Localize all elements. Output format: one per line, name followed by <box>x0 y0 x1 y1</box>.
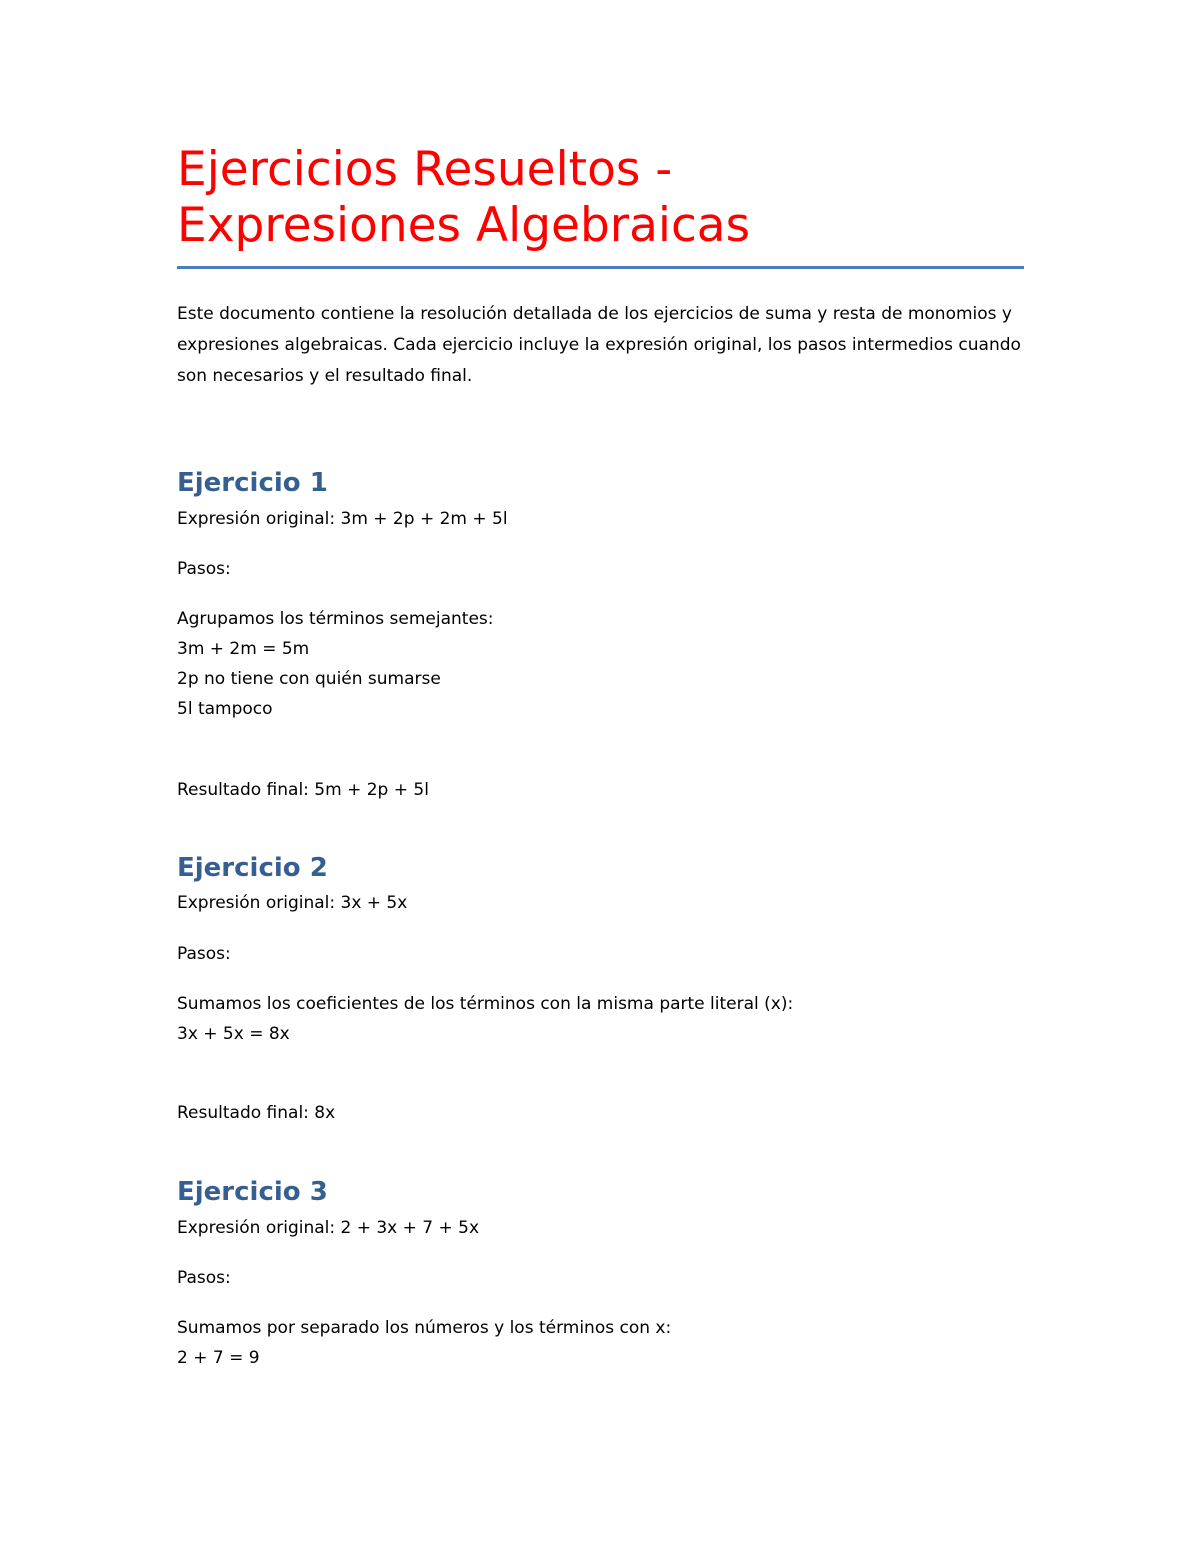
exercise-2-steps-label: Pasos: <box>177 944 231 964</box>
exercise-1-steps-label: Pasos: <box>177 559 231 579</box>
document-title-line-2: Expresiones Algebraicas <box>177 198 751 253</box>
exercise-1-step-3: 2p no tiene con quién sumarse <box>177 669 441 689</box>
document-title <box>177 142 1023 254</box>
exercise-3-expression: Expresión original: 2 + 3x + 7 + 5x <box>177 1218 480 1238</box>
exercise-2-heading: Ejercicio 2 <box>177 853 328 883</box>
exercise-2-step-1: Sumamos los coeficientes de los términos con la misma parte literal (x): <box>177 994 794 1014</box>
exercise-1-step-2: 3m + 2m = 5m <box>177 639 310 659</box>
exercise-3-step-2: 2 + 7 = 9 <box>177 1348 260 1368</box>
intro-paragraph: Este documento contiene la resolución detallada de los ejercicios de suma y resta de monomios y expresiones algebraicas. Cada ejercicio incluye la expresión original, los pasos intermedios cuando son necesarios y el resultado final. <box>177 304 1021 386</box>
exercise-2-result: Resultado final: 8x <box>177 1103 336 1123</box>
title-underline-rule <box>177 266 1024 269</box>
exercise-3-step-1: Sumamos por separado los números y los términos con x: <box>177 1318 672 1338</box>
exercise-2-expression: Expresión original: 3x + 5x <box>177 893 408 913</box>
exercise-1-step-4: 5l tampoco <box>177 699 273 719</box>
exercise-1-result: Resultado final: 5m + 2p + 5l <box>177 780 429 800</box>
title-block <box>177 142 1023 254</box>
exercise-3-heading: Ejercicio 3 <box>177 1177 328 1207</box>
exercise-2-step-2: 3x + 5x = 8x <box>177 1024 290 1044</box>
exercise-1-expression: Expresión original: 3m + 2p + 2m + 5l <box>177 509 508 529</box>
exercise-1-heading: Ejercicio 1 <box>177 468 328 498</box>
exercise-3-steps-label: Pasos: <box>177 1268 231 1288</box>
exercise-1-step-1: Agrupamos los términos semejantes: <box>177 609 494 629</box>
document-title-line-1: Ejercicios Resueltos - <box>177 142 673 197</box>
